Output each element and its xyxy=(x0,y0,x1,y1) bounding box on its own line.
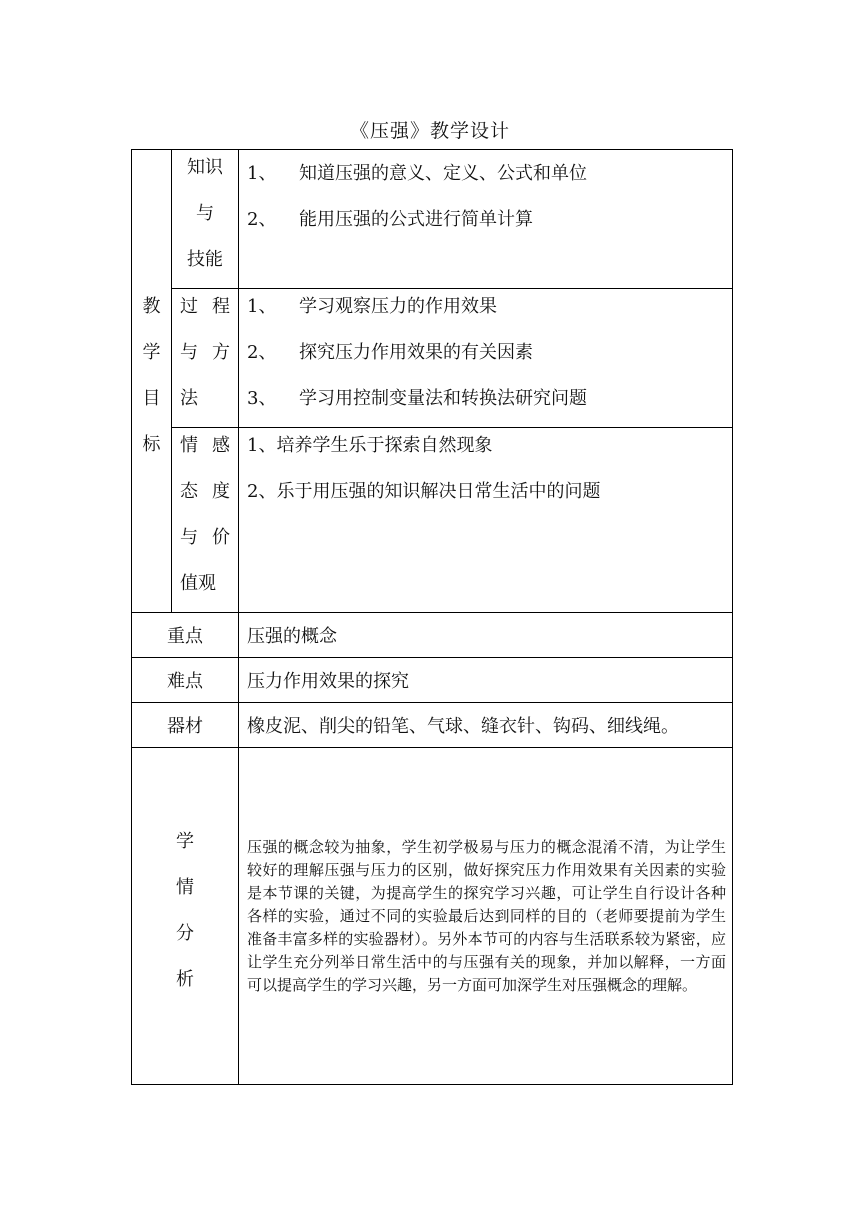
emotion-item: 1、培养学生乐于探索自然现象 xyxy=(247,435,493,456)
analysis-label-char: 情 xyxy=(176,877,194,898)
emotion-label: 值观 xyxy=(180,573,216,594)
analysis-label-char: 分 xyxy=(176,923,194,944)
key-point-value: 压强的概念 xyxy=(239,613,733,658)
lesson-plan-table xyxy=(131,149,733,1085)
process-label: 过 程 xyxy=(180,296,230,317)
knowledge-label: 知识 xyxy=(187,157,223,178)
process-item: 2、 探究压力作用效果的有关因素 xyxy=(247,342,533,363)
analysis-content-cell xyxy=(239,748,733,1085)
document-title: 《压强》教学设计 xyxy=(349,120,510,142)
knowledge-item: 1、 知道压强的意义、定义、公式和单位 xyxy=(247,163,587,184)
knowledge-label: 技能 xyxy=(187,249,223,270)
difficulty-value: 压力作用效果的探究 xyxy=(239,658,733,703)
difficulty-label: 难点 xyxy=(132,658,239,703)
analysis-label-char: 学 xyxy=(176,831,194,852)
objectives-label-char: 学 xyxy=(142,342,161,363)
analysis-label-cell xyxy=(132,748,239,1085)
analysis-label-char: 析 xyxy=(176,969,194,990)
analysis-text: 压强的概念较为抽象，学生初学极易与压力的概念混淆不清，为让学生较好的理解压强与压力的区别，做好探究压力作用效果有关因素的实验是本节课的关键，为提高学生的探究学习兴趣，可让学生自行设计各种各样的实验，通过不同的实验最后达到同样的目的（老师要提前为学生准备丰富多样的实验器材）。另外本节可的内容与生活联系较为紧密，应让学生充分列举日常生活中的与压强有关的现象，并加以解释，一方面可以提高学生的学习兴趣，另一方面可加深学生对压强概念的理解。 xyxy=(247,837,726,994)
process-item: 3、 学习用控制变量法和转换法研究问题 xyxy=(247,388,587,409)
knowledge-label-cell xyxy=(172,150,239,289)
emotion-label: 情 感 xyxy=(180,435,230,456)
key-point-label: 重点 xyxy=(132,613,239,658)
objectives-label-char: 教 xyxy=(142,296,161,317)
knowledge-content-cell xyxy=(239,150,733,289)
knowledge-label: 与 xyxy=(196,203,214,224)
process-content-cell xyxy=(239,289,733,428)
emotion-item: 2、乐于用压强的知识解决日常生活中的问题 xyxy=(247,481,601,502)
emotion-label: 态 度 xyxy=(180,481,230,502)
process-label: 法 xyxy=(180,388,198,409)
emotion-label: 与 价 xyxy=(180,527,230,548)
materials-value: 橡皮泥、削尖的铅笔、气球、缝衣针、钩码、细线绳。 xyxy=(239,703,733,748)
process-item: 1、 学习观察压力的作用效果 xyxy=(247,296,497,317)
objectives-label-char: 标 xyxy=(142,434,161,455)
process-label-cell xyxy=(172,289,239,428)
process-label: 与 方 xyxy=(180,342,230,363)
materials-label: 器材 xyxy=(132,703,239,748)
emotion-label-cell xyxy=(172,428,239,613)
objectives-label-char: 目 xyxy=(142,388,161,409)
emotion-content-cell xyxy=(239,428,733,613)
knowledge-item: 2、 能用压强的公式进行简单计算 xyxy=(247,209,533,230)
objectives-label-cell xyxy=(132,150,172,613)
